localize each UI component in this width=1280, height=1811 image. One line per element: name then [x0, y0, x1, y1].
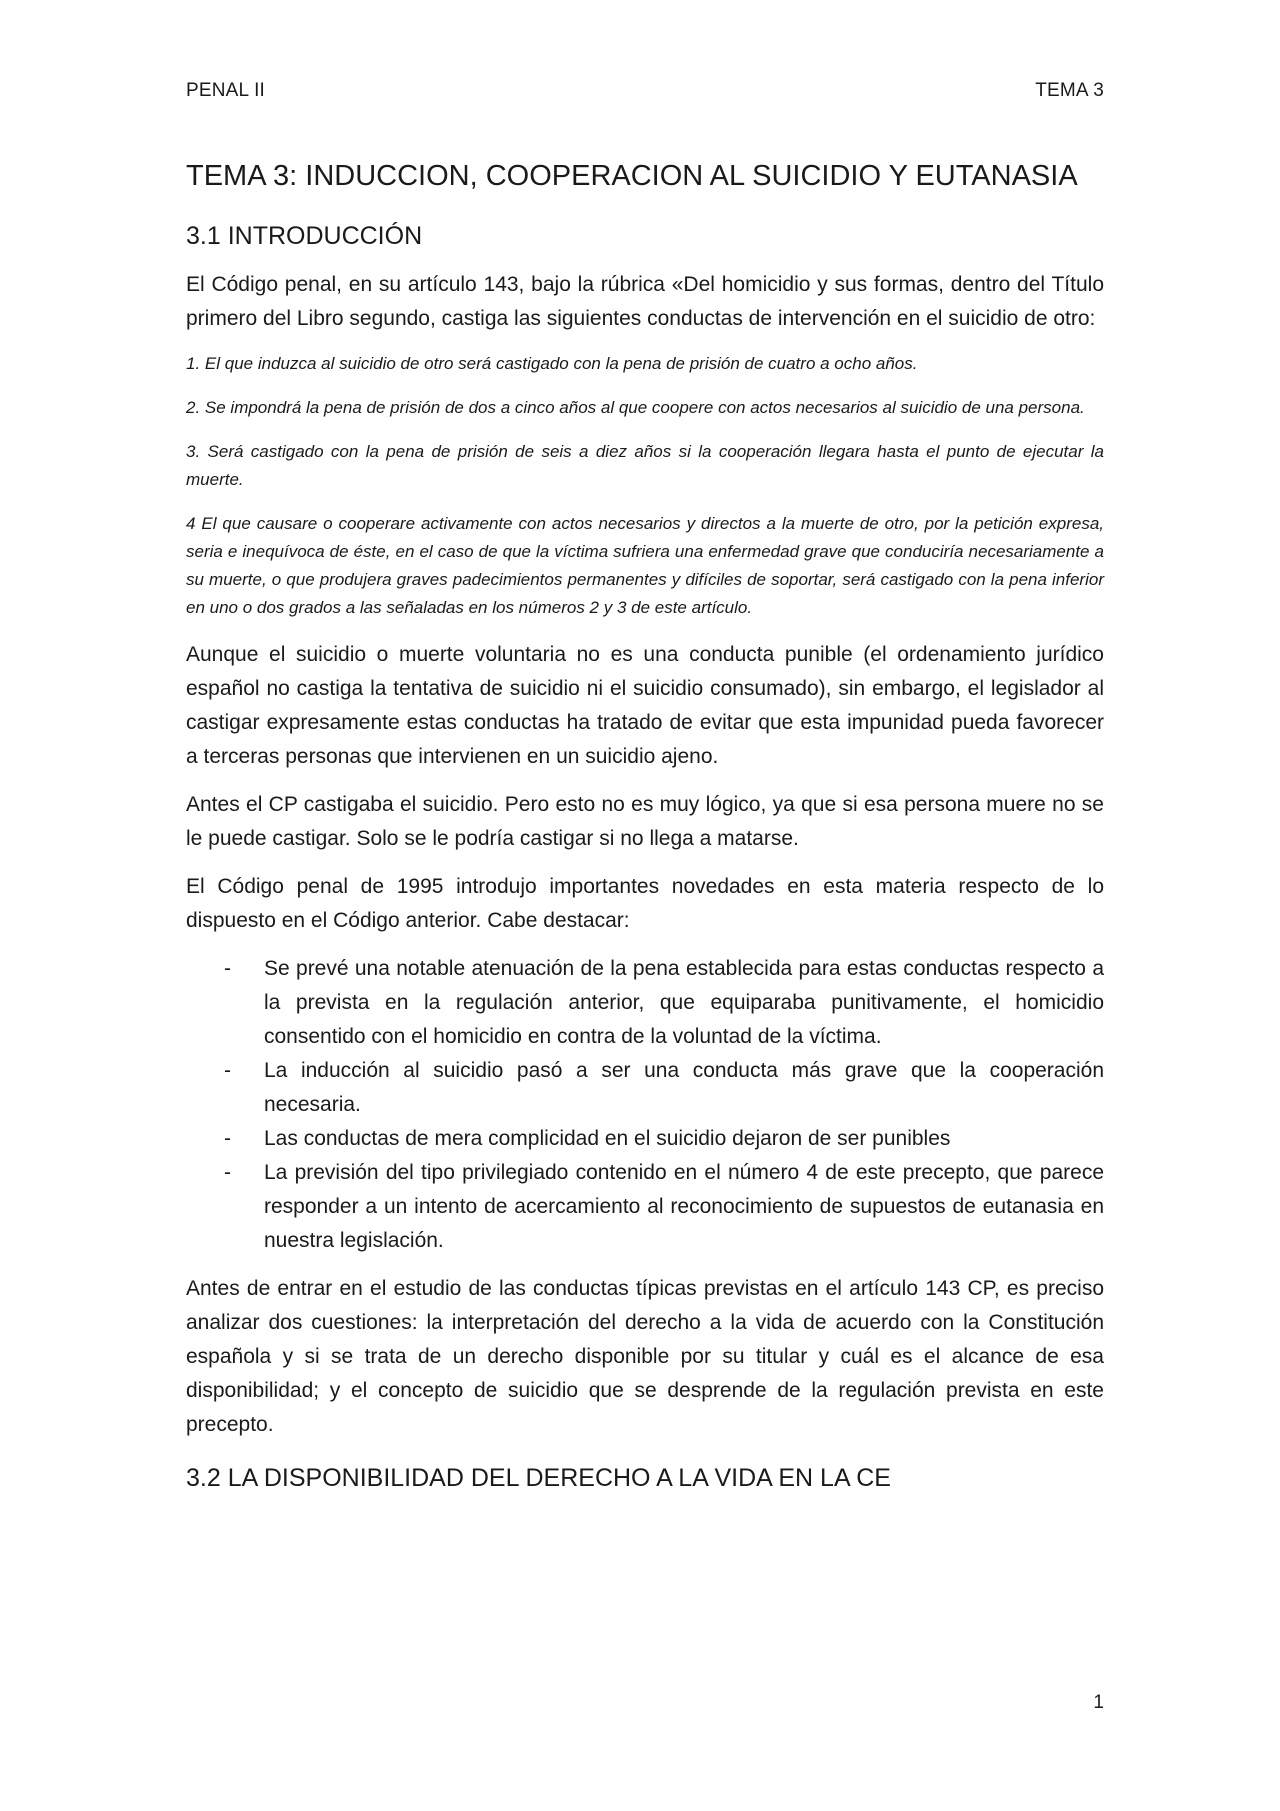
list-item: [224, 1156, 1104, 1258]
header-left: PENAL II: [186, 80, 266, 101]
header-right: TEMA 3: [1035, 80, 1104, 101]
article-quote: 4 El que causare o cooperare activamente con actos necesarios y directos a la muerte de otro, por la petición expresa, seria e inequívoca de éste, en el caso de que la víctima sufriera una enfermedad grave que conduciría necesariamente a su muerte, o que produjera graves padecimientos permanentes y difíciles de soportar, será castigado con la pena inferior en uno o dos grados a las señaladas en los números 2 y 3 de este artículo.: [186, 514, 1104, 617]
article-quote: 2. Se impondrá la pena de prisión de dos a cinco años al que coopere con actos necesarios al suicidio de una persona.: [186, 398, 1085, 417]
list-item: [224, 1122, 1104, 1156]
list-item-text: Las conductas de mera complicidad en el suicidio dejaron de ser punibles: [264, 1127, 951, 1150]
document-page: [186, 0, 1104, 1811]
list-item-text: La inducción al suicidio pasó a ser una conducta más grave que la cooperación necesaria.: [264, 1059, 1104, 1116]
bullet-dash: -: [224, 957, 231, 980]
intro-paragraph: El Código penal, en su artículo 143, bajo la rúbrica «Del homicidio y sus formas, dentro del Título primero del Libro segundo, castiga las siguientes conductas de intervención en el suicidio de otro:: [186, 273, 1104, 330]
article-quote: 1. El que induzca al suicidio de otro será castigado con la pena de prisión de cuatro a ocho años.: [186, 354, 918, 373]
document-title: TEMA 3: INDUCCION, COOPERACION AL SUICIDIO Y EUTANASIA: [186, 160, 1078, 192]
document-body: [186, 156, 1104, 1510]
list-item: [224, 952, 1104, 1054]
novedades-list: [186, 952, 1104, 1258]
page-number: 1: [1093, 1692, 1104, 1713]
section-heading-introduccion: 3.1 INTRODUCCIÓN: [186, 222, 423, 250]
list-item: [224, 1054, 1104, 1122]
page-header: [186, 80, 1104, 102]
article-quote: 3. Será castigado con la pena de prisión de seis a diez años si la cooperación llegara hasta el punto de ejecutar la muerte.: [186, 442, 1104, 489]
list-item-text: La previsión del tipo privilegiado contenido en el número 4 de este precepto, que parece responder a un intento de acercamiento al reconocimiento de supuestos de eutanasia en nuestra legislación.: [264, 1161, 1104, 1252]
list-item-text: Se prevé una notable atenuación de la pena establecida para estas conductas respecto a la prevista en la regulación anterior, que equiparaba punitivamente, el homicidio consentido con el homicidio en contra de la voluntad de la víctima.: [264, 957, 1104, 1048]
bullet-dash: -: [224, 1059, 231, 1082]
section-heading-disponibilidad: 3.2 LA DISPONIBILIDAD DEL DERECHO A LA VIDA EN LA CE: [186, 1464, 891, 1492]
bullet-dash: -: [224, 1127, 231, 1150]
bullet-dash: -: [224, 1161, 231, 1184]
body-paragraph: El Código penal de 1995 introdujo importantes novedades en esta materia respecto de lo dispuesto en el Código anterior. Cabe destacar:: [186, 875, 1104, 932]
body-paragraph: Aunque el suicidio o muerte voluntaria no es una conducta punible (el ordenamiento jurídico español no castiga la tentativa de suicidio ni el suicidio consumado), sin embargo, el legislador al castigar expresamente estas conductas ha tratado de evitar que esta impunidad pueda favorecer a terceras personas que intervienen en un suicidio ajeno.: [186, 643, 1104, 768]
body-paragraph: Antes el CP castigaba el suicidio. Pero esto no es muy lógico, ya que si esa persona muere no se le puede castigar. Solo se le podría castigar si no llega a matarse.: [186, 793, 1104, 850]
closing-paragraph: Antes de entrar en el estudio de las conductas típicas previstas en el artículo 143 CP, es preciso analizar dos cuestiones: la interpretación del derecho a la vida de acuerdo con la Constitución española y si se trata de un derecho disponible por su titular y cuál es el alcance de esa disponibilidad; y el concepto de suicidio que se desprende de la regulación prevista en este precepto.: [186, 1277, 1104, 1436]
